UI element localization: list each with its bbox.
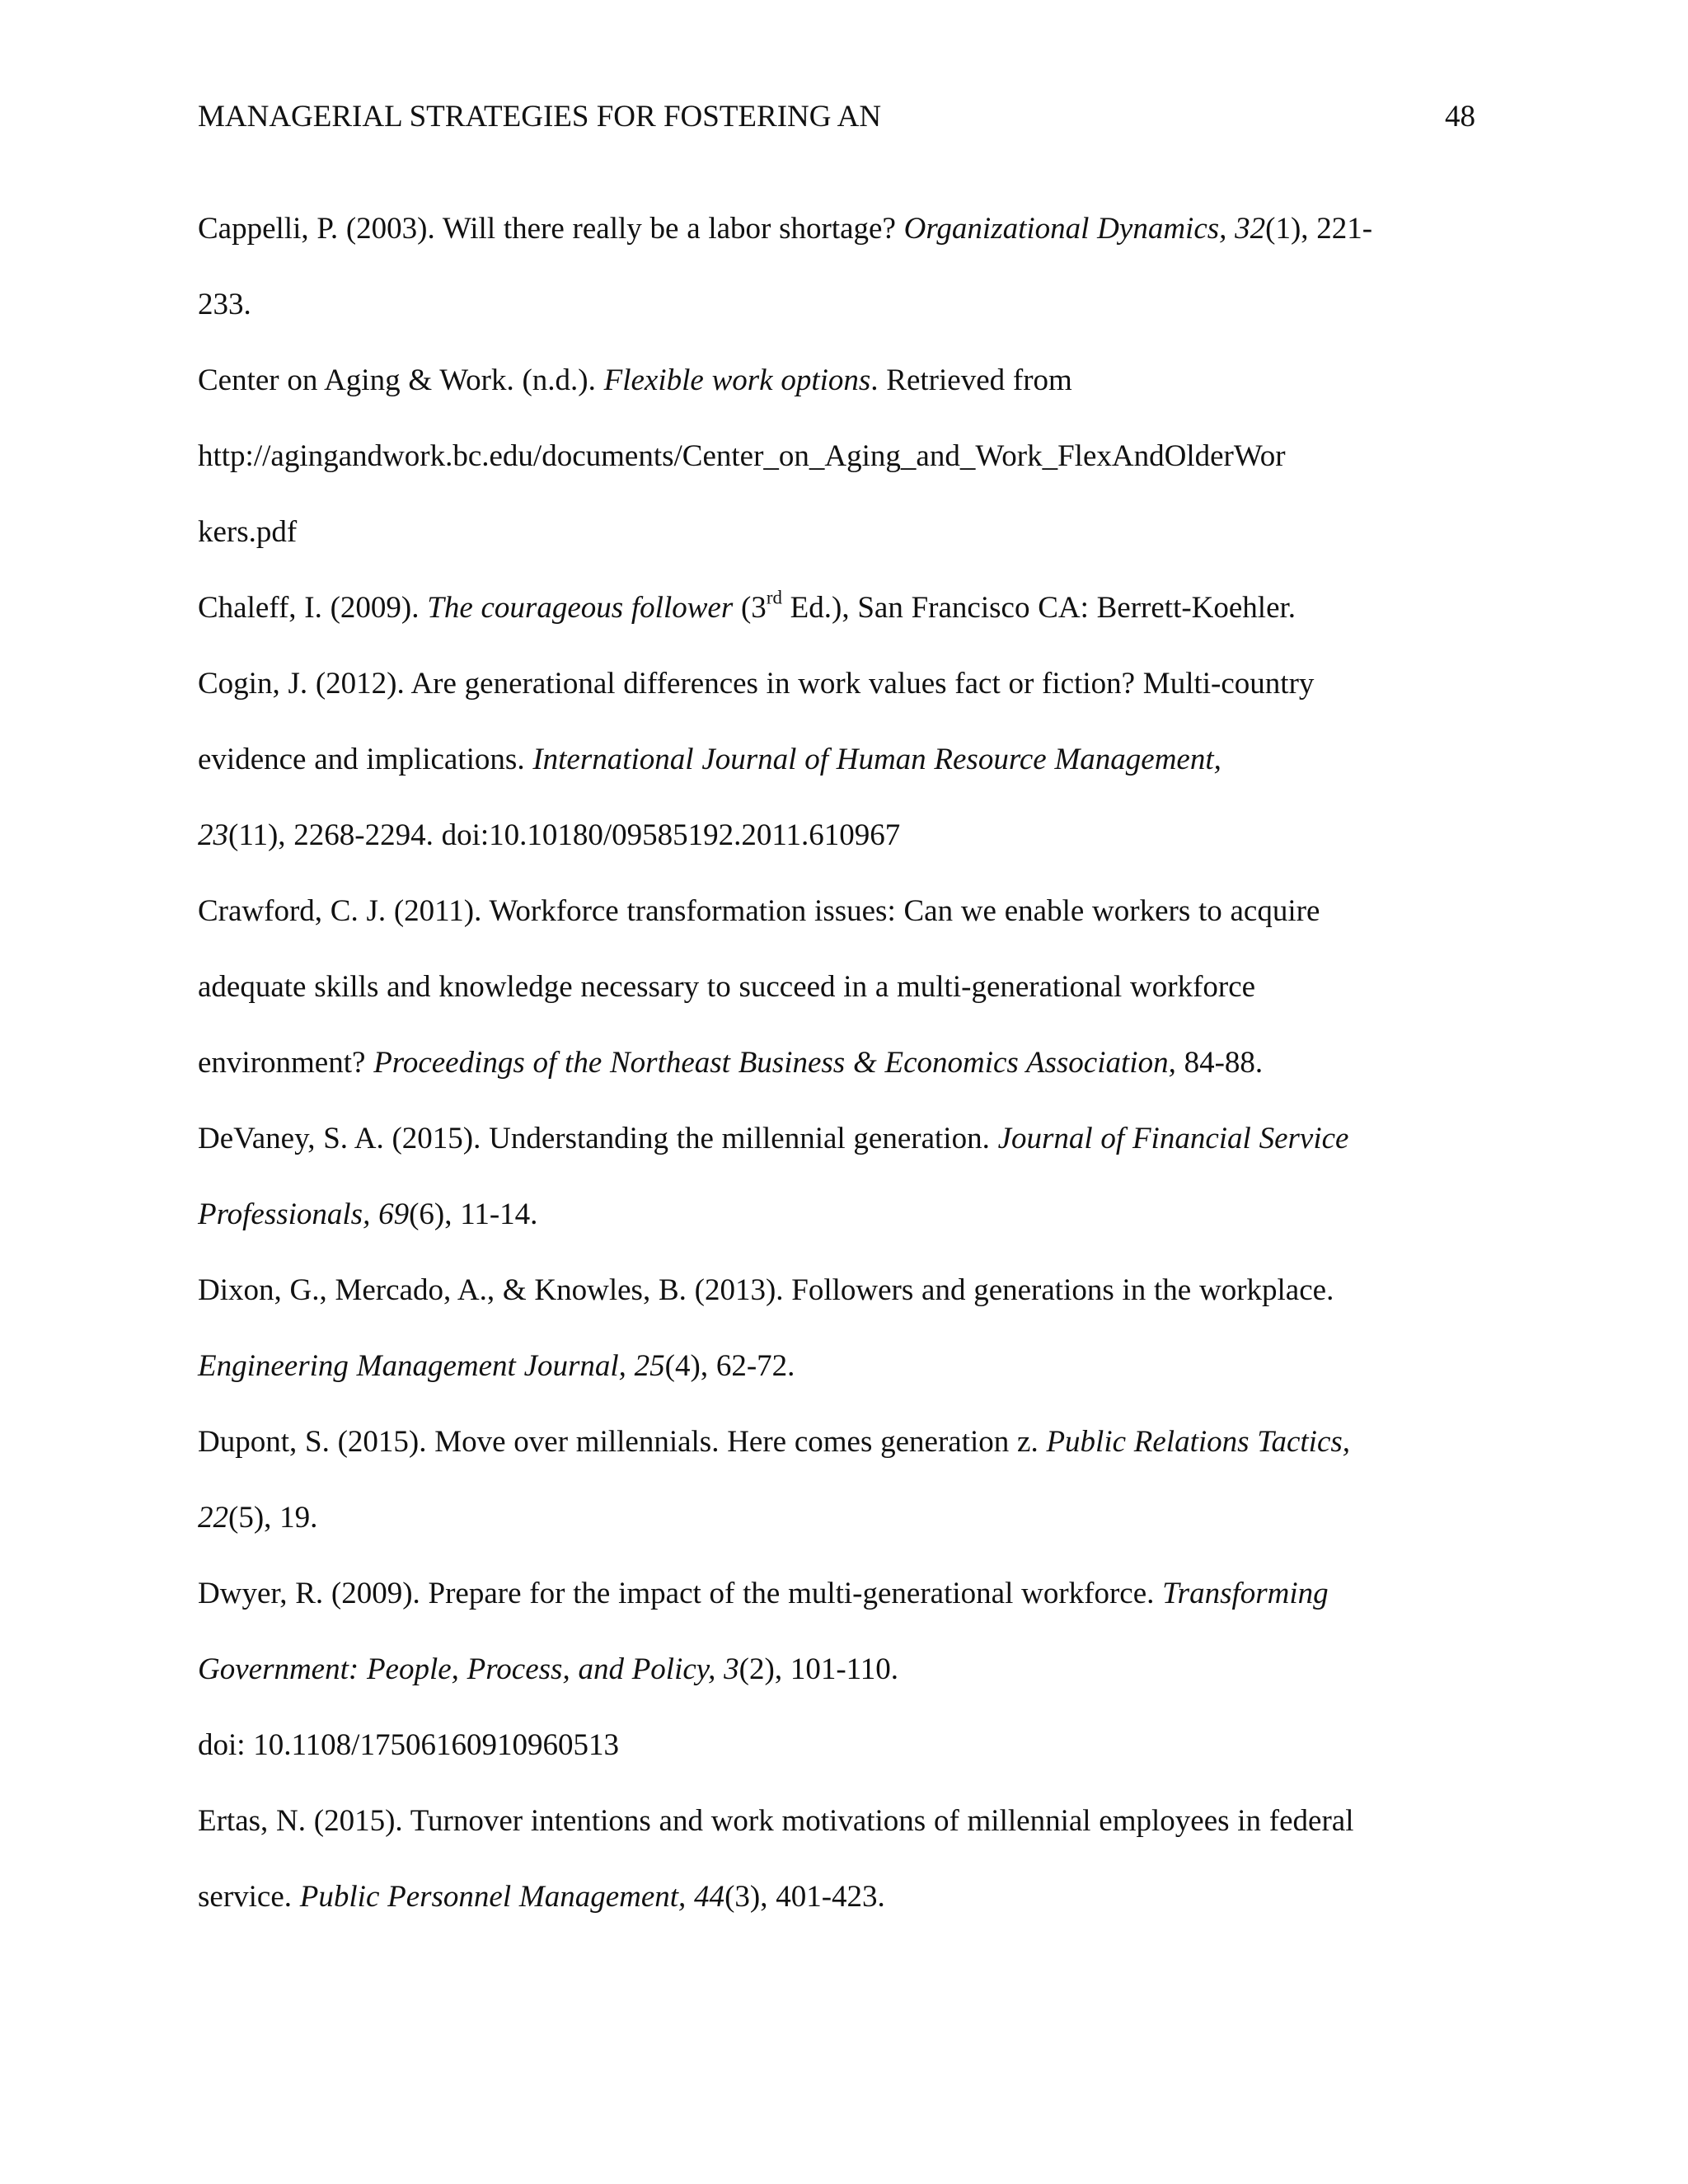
reference-entry	[198, 343, 1479, 570]
reference-line	[198, 267, 1479, 343]
reference-entry	[198, 646, 1479, 874]
reference-line	[198, 646, 1479, 722]
reference-text: Proceedings of the Northeast Business & Economics Association,	[373, 1046, 1176, 1080]
reference-line	[198, 1632, 1479, 1708]
reference-entry	[198, 874, 1479, 1101]
reference-text: (3), 401-423.	[724, 1880, 885, 1914]
reference-text: Professionals, 69	[198, 1197, 410, 1231]
reference-text: Transforming	[1162, 1577, 1329, 1610]
reference-text: (5), 19.	[228, 1501, 318, 1535]
reference-text: Dixon, G., Mercado, A., & Knowles, B. (2013). Followers and generations in the workplace.	[198, 1273, 1334, 1307]
reference-entry	[198, 1253, 1479, 1404]
reference-text: Public Personnel Management, 44	[299, 1880, 725, 1914]
reference-text: (6), 11-14.	[409, 1197, 538, 1231]
reference-line	[198, 1101, 1479, 1177]
reference-text: DeVaney, S. A. (2015). Understanding the millennial generation.	[198, 1122, 998, 1155]
reference-text: evidence and implications.	[198, 743, 533, 776]
reference-line	[198, 494, 1479, 570]
reference-text: Cappelli, P. (2003). Will there really be a labor shortage?	[198, 212, 904, 246]
reference-line	[198, 1708, 1479, 1783]
running-head	[198, 96, 1475, 138]
reference-text: Chaleff, I. (2009).	[198, 591, 428, 625]
reference-text: environment?	[198, 1046, 374, 1080]
reference-text: Center on Aging & Work. (n.d.).	[198, 363, 604, 397]
reference-line	[198, 570, 1479, 646]
reference-text: (11), 2268-2294. doi:10.10180/09585192.2011.610967	[228, 818, 901, 852]
reference-text: The courageous follower	[427, 591, 734, 625]
reference-text: 84-88.	[1175, 1046, 1264, 1080]
reference-line	[198, 1025, 1479, 1101]
reference-text: Ertas, N. (2015). Turnover intentions and work motivations of millennial employees in federal	[198, 1804, 1354, 1838]
reference-line	[198, 343, 1479, 419]
reference-text: Ed.), San Francisco CA: Berrett-Koehler.	[781, 591, 1296, 625]
reference-text: 233.	[198, 288, 251, 321]
reference-superscript: rd	[766, 587, 782, 608]
reference-line	[198, 1253, 1479, 1329]
reference-entry	[198, 191, 1479, 343]
reference-line	[198, 191, 1479, 267]
reference-text: Crawford, C. J. (2011). Workforce transformation issues: Can we enable workers to acquire	[198, 894, 1320, 928]
reference-line	[198, 419, 1479, 494]
reference-line	[198, 874, 1479, 949]
reference-text: Cogin, J. (2012). Are generational differences in work values fact or fiction? Multi-country	[198, 667, 1315, 701]
reference-text: doi: 10.1108/17506160910960513	[198, 1728, 619, 1762]
reference-entry	[198, 570, 1479, 646]
reference-text: Engineering Management Journal, 25	[198, 1349, 665, 1383]
reference-text: http://agingandwork.bc.edu/documents/Center_on_Aging_and_Work_FlexAndOlderWor	[198, 439, 1286, 473]
reference-line	[198, 1480, 1479, 1556]
reference-text: (3	[733, 591, 767, 625]
reference-text: (1), 221-	[1265, 212, 1373, 246]
reference-list	[198, 191, 1479, 1935]
reference-text: 23	[198, 818, 228, 852]
reference-text: (4), 62-72.	[664, 1349, 795, 1383]
reference-text: 22	[198, 1501, 228, 1535]
reference-text: Flexible work options	[603, 363, 871, 397]
running-head-title: MANAGERIAL STRATEGIES FOR FOSTERING AN	[198, 100, 882, 134]
reference-text: service.	[198, 1880, 300, 1914]
reference-line	[198, 949, 1479, 1025]
reference-entry	[198, 1101, 1479, 1253]
reference-text: Dwyer, R. (2009). Prepare for the impact of the multi-generational workforce.	[198, 1577, 1163, 1610]
reference-text: (2), 101-110.	[738, 1652, 899, 1686]
reference-text: kers.pdf	[198, 515, 298, 549]
reference-line	[198, 1783, 1479, 1859]
reference-text: Dupont, S. (2015). Move over millennials. Here comes generation z.	[198, 1425, 1047, 1459]
reference-text: . Retrieved from	[870, 363, 1072, 397]
reference-line	[198, 1859, 1479, 1935]
reference-entry	[198, 1404, 1479, 1556]
reference-text: adequate skills and knowledge necessary to succeed in a multi-generational workforce	[198, 970, 1256, 1004]
reference-entry	[198, 1783, 1479, 1935]
reference-text: Journal of Financial Service	[997, 1122, 1349, 1155]
reference-line	[198, 722, 1479, 798]
reference-text: Organizational Dynamics, 32	[903, 212, 1266, 246]
page-number: 48	[1445, 100, 1475, 134]
reference-line	[198, 798, 1479, 874]
reference-line	[198, 1329, 1479, 1404]
reference-text: International Journal of Human Resource Management,	[532, 743, 1221, 776]
reference-line	[198, 1404, 1479, 1480]
reference-text: Public Relations Tactics,	[1046, 1425, 1351, 1459]
reference-entry	[198, 1556, 1479, 1783]
reference-line	[198, 1177, 1479, 1253]
reference-line	[198, 1556, 1479, 1632]
reference-text: Government: People, Process, and Policy, 3	[198, 1652, 739, 1686]
